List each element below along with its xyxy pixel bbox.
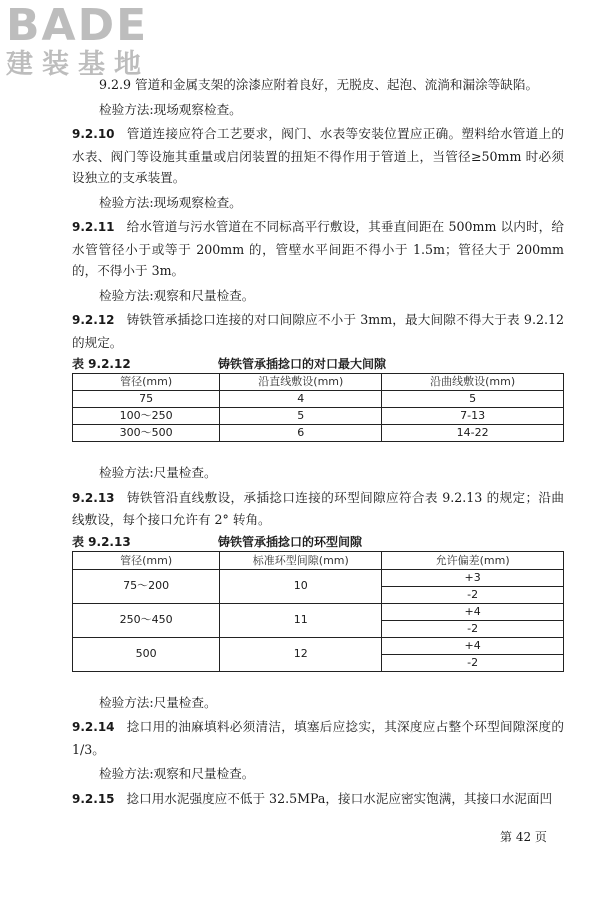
table-caption — [72, 355, 564, 373]
table-row — [73, 425, 564, 442]
table-cell: 500 — [73, 637, 220, 671]
clause-number: 9.2.12 — [72, 313, 115, 327]
table-caption — [72, 533, 564, 551]
table-cell: 300～500 — [73, 425, 220, 442]
table-number: 表 9.2.13 — [72, 534, 131, 549]
table-cell-deviation — [382, 603, 564, 637]
table-cell: 75 — [73, 391, 220, 408]
inspection-method: 检验方法:尺量检查。 — [99, 465, 217, 480]
table-cell: 12 — [220, 637, 382, 671]
clause-text: 管道连接应符合工艺要求，阀门、水表等安装位置应正确。塑料给水管道上的水表、阀门等设施其重量或启闭装置的扭矩不得作用于管道上，当管径≥50mm 时必须设独立的支承装置。 — [72, 126, 564, 185]
table-cell: 5 — [382, 391, 564, 408]
table-cell: 100～250 — [73, 408, 220, 425]
table-header: 沿直线敷设(mm) — [220, 374, 382, 391]
inspection-method: 检验方法:观察和尺量检查。 — [99, 287, 255, 303]
table-row — [73, 603, 564, 637]
clause-9-2-13 — [72, 487, 564, 531]
table-cell: 75～200 — [73, 569, 220, 603]
inspection-method: 检验方法:尺量检查。 — [99, 694, 217, 710]
deviation-minus: -2 — [467, 655, 479, 669]
logo — [6, 0, 181, 80]
clause-number: 9.2.10 — [72, 127, 115, 141]
clause-9-2-9: 9.2.9 管道和金属支架的涂漆应附着良好，无脱皮、起泡、流淌和漏涂等缺陷。 — [99, 77, 539, 92]
table-header: 沿曲线敷设(mm) — [382, 374, 564, 391]
table-header: 管径(mm) — [73, 551, 220, 569]
inspection-method: 检验方法:观察和尺量检查。 — [99, 766, 255, 781]
logo-subtext: 建装基地 — [6, 49, 150, 80]
table-row — [73, 408, 564, 425]
deviation-plus: +4 — [382, 604, 563, 621]
table-cell-deviation — [382, 637, 564, 671]
clause-text: 捻口用水泥强度应不低于 32.5MPa，接口水泥应密实饱满，其接口水泥面凹 — [126, 790, 553, 806]
table-row — [73, 637, 564, 671]
clause-text: 铸铁管承插捻口连接的对口间隙应不小于 3mm，最大间隙不得大于表 9.2.12的规定。 — [72, 312, 564, 350]
table-header: 允许偏差(mm) — [382, 551, 564, 569]
clause-9-2-11 — [72, 216, 564, 282]
table-row — [73, 569, 564, 603]
table-header-row — [73, 551, 564, 569]
table-header: 管径(mm) — [73, 374, 220, 391]
table-cell: 4 — [220, 391, 382, 408]
deviation-plus: +4 — [382, 638, 563, 655]
clause-number: 9.2.15 — [72, 791, 115, 806]
table-cell: 6 — [220, 425, 382, 442]
clause-text: 铸铁管沿直线敷设，承插捻口连接的环型间隙应符合表 9.2.13 的规定；沿曲线敷设，每个接口允许有 2° 转角。 — [72, 489, 564, 527]
table-row — [73, 391, 564, 408]
clause-text: 捻口用的油麻填料必须清洁，填塞后应捻实，其深度应占整个环型间隙深度的 1/3。 — [72, 719, 564, 757]
table-header: 标准环型间隙(mm) — [220, 551, 382, 569]
clause-number: 9.2.11 — [72, 220, 115, 234]
table-9-2-12 — [72, 373, 564, 442]
clause-number: 9.2.13 — [72, 490, 115, 505]
table-cell: 5 — [220, 408, 382, 425]
logo-text: BADE — [6, 0, 149, 51]
inspection-method: 检验方法:现场观察检查。 — [99, 101, 242, 117]
table-header-row — [73, 374, 564, 391]
deviation-minus: -2 — [467, 621, 479, 635]
document-body — [72, 74, 564, 810]
page-number: 第 42 页 — [500, 830, 547, 844]
table-9-2-13 — [72, 551, 564, 672]
table-cell: 7-13 — [382, 408, 564, 425]
table-cell: 11 — [220, 603, 382, 637]
table-number: 表 9.2.12 — [72, 357, 131, 371]
clause-9-2-15 — [72, 788, 564, 811]
table-title: 铸铁管承插捻口的环型间隙 — [218, 534, 363, 549]
clause-text: 给水管道与污水管道在不同标高平行敷设，其垂直间距在 500mm 以内时，给水管管径小于或等于 200mm 的，管壁水平间距不得小于 1.5m；管径大于 200mm的，不得小于 3m。 — [72, 219, 564, 278]
clause-9-2-10 — [72, 123, 564, 189]
table-title: 铸铁管承插捻口的对口最大间隙 — [218, 357, 387, 371]
clause-9-2-14 — [72, 716, 564, 760]
inspection-method: 检验方法:现场观察检查。 — [99, 194, 242, 210]
table-cell: 250～450 — [73, 603, 220, 637]
table-cell: 14-22 — [382, 425, 564, 442]
table-cell-deviation — [382, 569, 564, 603]
table-cell: 10 — [220, 569, 382, 603]
clause-9-2-12 — [72, 309, 564, 353]
deviation-plus: +3 — [382, 570, 563, 587]
clause-number: 9.2.14 — [72, 720, 115, 734]
deviation-minus: -2 — [467, 587, 479, 601]
